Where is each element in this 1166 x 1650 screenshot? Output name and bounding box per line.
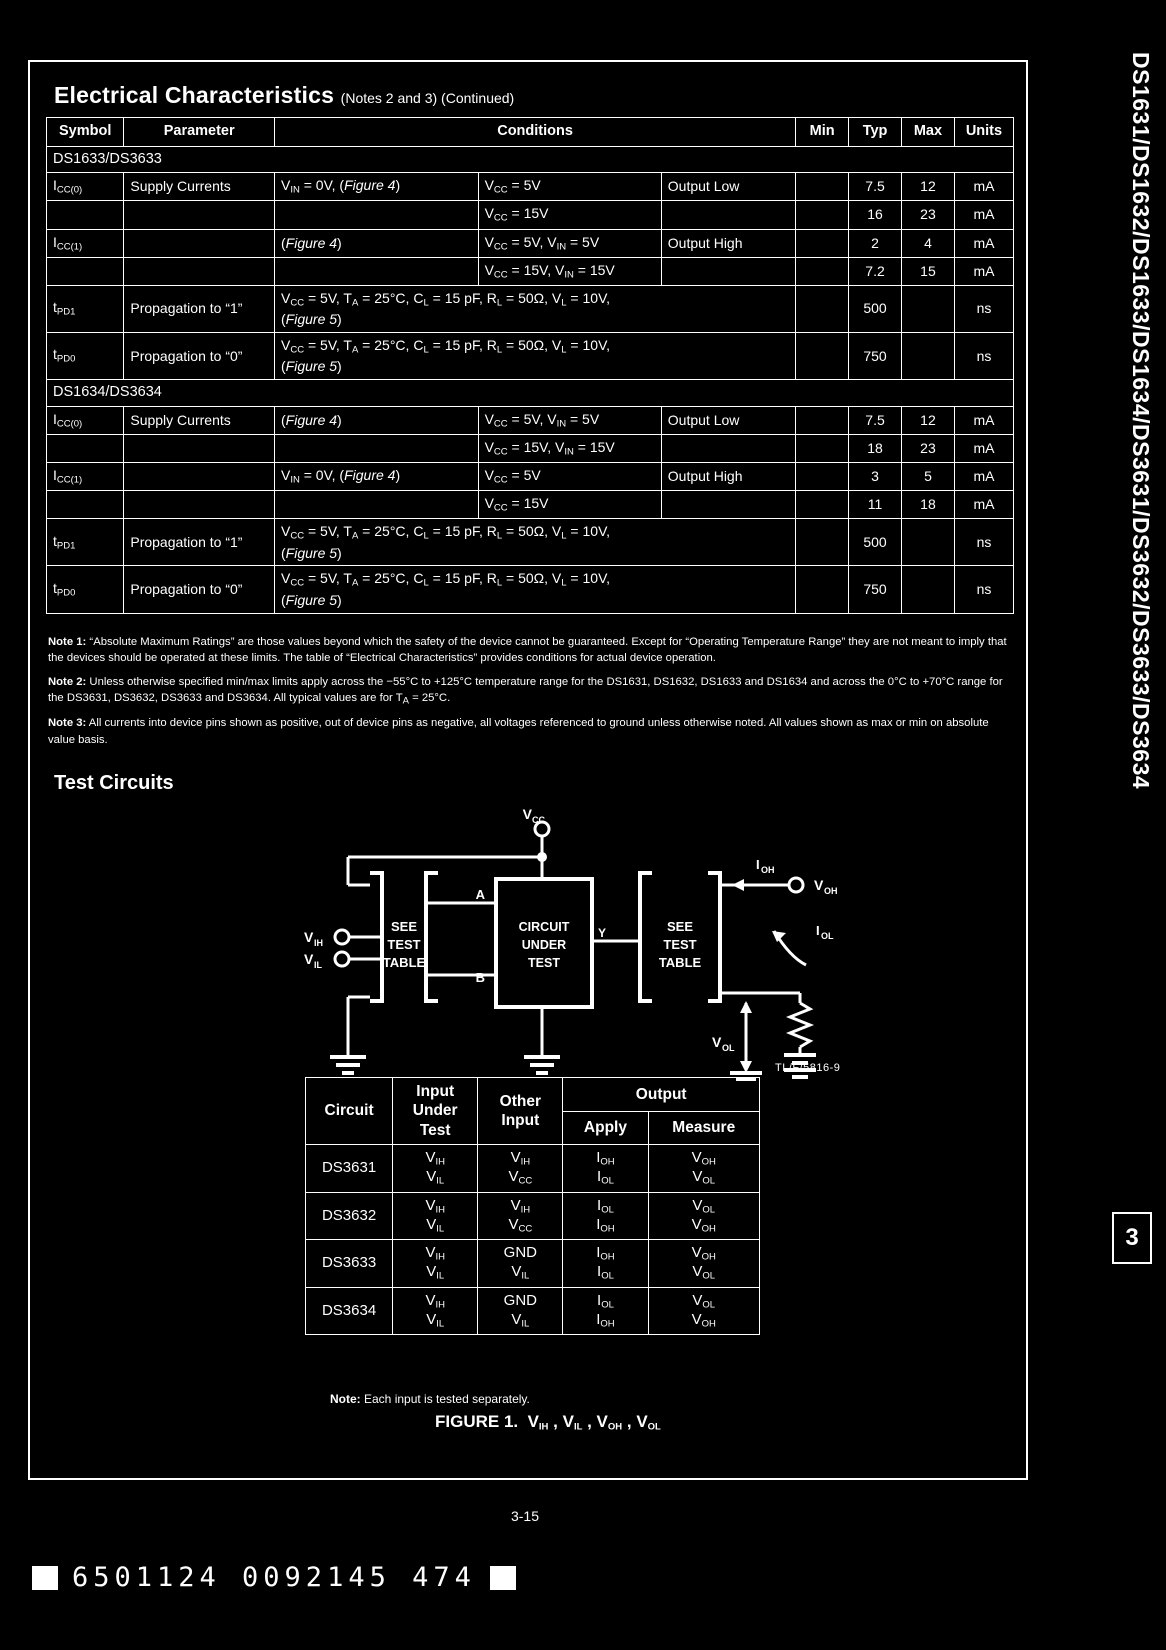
cell-conditions: $V_{CC} = 5V$, $T_A = 25^\circ C$, $C_L = 15$ pF, $R_L = 50\Omega$, $V_L = 10V$, (Figure 5) xyxy=(275,566,796,613)
cell-typ: 2 xyxy=(849,229,902,257)
tt-value: $V_{OL}$ xyxy=(692,1168,716,1187)
table-row xyxy=(47,491,1014,519)
cell-max: 5 xyxy=(902,462,955,490)
cell-typ: 750 xyxy=(849,566,902,613)
cell-condition-1: $V_{IN} = 0V$, (Figure 4) xyxy=(275,173,479,201)
col-max: Max xyxy=(902,118,955,147)
cell-condition-2: $V_{CC} = 15V$ xyxy=(478,491,661,519)
cell-min xyxy=(796,434,849,462)
cell-max: 12 xyxy=(902,406,955,434)
cell-units: ns xyxy=(954,566,1013,613)
cell-max: 4 xyxy=(902,229,955,257)
cut-l1: CIRCUIT xyxy=(518,920,570,934)
voh-label: V xyxy=(814,877,824,893)
figure-caption: FIGURE 1. $V_{IH}$ , $V_{IL}$ , $V_{OH}$ , $V_{OL}$ xyxy=(435,1412,661,1433)
cell-parameter: Propagation to “1” xyxy=(124,285,275,332)
tt-cell-other-input xyxy=(478,1240,563,1288)
cell-max xyxy=(902,285,955,332)
left-box-l1: SEE xyxy=(390,919,418,934)
tt-col-input-under-test: Input Under Test xyxy=(393,1078,478,1145)
cell-parameter: Propagation to “0” xyxy=(124,566,275,613)
cell-condition-2: $V_{CC} = 5V$, $V_{IN} = 5V$ xyxy=(478,229,661,257)
cell-min xyxy=(796,285,849,332)
test-table-note-text: Each input is tested separately. xyxy=(360,1392,530,1406)
svg-text:OH: OH xyxy=(761,865,775,875)
note-text: All currents into device pins shown as positive, out of device pins as negative, all voltages referenced to ground unless otherwise noted. All values shown as max or min on absolute value basis. xyxy=(48,717,989,746)
col-typ: Typ xyxy=(849,118,902,147)
left-box-l2: TEST xyxy=(387,937,421,952)
tt-value: $I_{OL}$ xyxy=(597,1168,614,1187)
tt-cell-other-input xyxy=(478,1145,563,1193)
vol-label: V xyxy=(712,1034,722,1050)
test-table xyxy=(305,1077,760,1335)
table-row xyxy=(47,173,1014,201)
col-conditions: Conditions xyxy=(275,118,796,147)
table-row xyxy=(47,519,1014,566)
tt-value: $V_{IH}$ xyxy=(425,1196,445,1215)
tt-value: $V_{CC}$ xyxy=(508,1215,533,1235)
tt-value: $I_{OH}$ xyxy=(596,1215,615,1235)
tt-value: $V_{OL}$ xyxy=(692,1263,716,1282)
test-table-note-label: Note: xyxy=(330,1392,361,1406)
tt-cell-input-under-test xyxy=(393,1192,478,1240)
section-title-text: Electrical Characteristics xyxy=(54,82,335,108)
ioh-arrow-icon xyxy=(732,879,744,891)
cell-max xyxy=(902,566,955,613)
cell-units: mA xyxy=(954,462,1013,490)
tt-cell-circuit: DS3632 xyxy=(306,1192,393,1240)
cell-max: 12 xyxy=(902,173,955,201)
page-title xyxy=(54,82,514,109)
cell-typ: 500 xyxy=(849,519,902,566)
tt-cell-other-input xyxy=(478,1192,563,1240)
tt-value: $V_{OH}$ xyxy=(691,1244,716,1263)
note-label: Note 1: xyxy=(48,636,87,648)
cell-max: 23 xyxy=(902,201,955,229)
cell-typ: 7.5 xyxy=(849,173,902,201)
tt-cell-circuit: DS3633 xyxy=(306,1240,393,1288)
group-label: DS1633/DS3633 xyxy=(47,146,1014,173)
cell-symbol: $I_{CC(1)}$ xyxy=(47,229,124,257)
col-units: Units xyxy=(954,118,1013,147)
cell-condition-1 xyxy=(275,257,479,285)
table-group-row xyxy=(47,380,1014,407)
tt-value: $V_{IH}$ xyxy=(425,1149,445,1168)
tt-value: $I_{OH}$ xyxy=(596,1310,615,1330)
cell-typ: 7.5 xyxy=(849,406,902,434)
test-table-note xyxy=(330,1392,530,1406)
tt-cell-measure xyxy=(648,1145,759,1193)
right-box-l3: TABLE xyxy=(658,955,702,970)
cut-l3: TEST xyxy=(528,956,560,970)
cell-typ: 16 xyxy=(849,201,902,229)
left-bracket-right-icon xyxy=(426,873,438,1001)
cell-units: mA xyxy=(954,201,1013,229)
cell-min xyxy=(796,491,849,519)
group-label: DS1634/DS3634 xyxy=(47,380,1014,407)
ioh-label: I xyxy=(756,857,760,872)
cell-condition-2: $V_{CC} = 5V$, $V_{IN} = 5V$ xyxy=(478,406,661,434)
tt-cell-apply xyxy=(563,1145,648,1193)
cut-l2: UNDER xyxy=(521,938,567,952)
tt-value: $V_{OH}$ xyxy=(691,1215,716,1235)
tt-value: GND xyxy=(503,1291,537,1309)
cell-conditions: $V_{CC} = 5V$, $T_A = 25^\circ C$, $C_L = 15$ pF, $R_L = 50\Omega$, $V_L = 10V$, (Figure 5) xyxy=(275,285,796,332)
tt-value: $V_{OL}$ xyxy=(692,1291,716,1310)
note-label: Note 2: xyxy=(48,675,87,688)
iol-label: I xyxy=(816,923,820,938)
cell-typ: 3 xyxy=(849,462,902,490)
tt-cell-input-under-test xyxy=(393,1240,478,1288)
table-row xyxy=(47,462,1014,490)
cell-condition-1 xyxy=(275,201,479,229)
tt-value: $V_{IL}$ xyxy=(426,1310,445,1330)
pin-b-label: B xyxy=(475,970,485,985)
table-row xyxy=(47,257,1014,285)
table-row xyxy=(47,434,1014,462)
cell-parameter xyxy=(124,201,275,229)
cell-symbol xyxy=(47,201,124,229)
table-row xyxy=(47,406,1014,434)
cell-condition-2: $V_{CC} = 15V$, $V_{IN} = 15V$ xyxy=(478,434,661,462)
cell-typ: 18 xyxy=(849,434,902,462)
barcode-block-right-icon xyxy=(490,1566,516,1590)
tt-col-apply: Apply xyxy=(563,1111,648,1145)
tt-value: $V_{IH}$ xyxy=(425,1244,445,1263)
cell-units: mA xyxy=(954,229,1013,257)
cell-parameter: Propagation to “0” xyxy=(124,332,275,379)
cell-symbol: $t_{PD0}$ xyxy=(47,566,124,613)
pin-a-label: A xyxy=(475,887,485,902)
tt-col-circuit: Circuit xyxy=(306,1078,393,1145)
tt-cell-circuit: DS3634 xyxy=(306,1287,393,1335)
cell-typ: 11 xyxy=(849,491,902,519)
tt-cell-circuit: DS3631 xyxy=(306,1145,393,1193)
cell-symbol xyxy=(47,257,124,285)
cell-condition-2: $V_{CC} = 5V$ xyxy=(478,462,661,490)
test-table-row xyxy=(306,1287,760,1335)
note-text: “Absolute Maximum Ratings” are those values beyond which the safety of the device cannot be guaranteed. Except for “Operating Temperature Range” they are not meant to imply that the devices should be operated at these limits. The table of “Electrical Characteristics” provides conditions for actual device operation. xyxy=(48,636,1007,665)
barcode-block-left-icon xyxy=(32,1566,58,1590)
cell-units: ns xyxy=(954,285,1013,332)
cell-condition-3 xyxy=(661,201,795,229)
cell-max xyxy=(902,332,955,379)
note-label: Note 3: xyxy=(48,717,87,730)
cell-typ: 750 xyxy=(849,332,902,379)
cell-parameter: Supply Currents xyxy=(124,173,275,201)
right-box-l2: TEST xyxy=(663,937,697,952)
ground-symbol-left-icon xyxy=(330,1057,366,1073)
tt-value: $V_{OH}$ xyxy=(691,1149,716,1168)
svg-text:OL: OL xyxy=(821,931,834,941)
test-circuit-diagram xyxy=(280,807,900,1082)
note-text: Unless otherwise specified min/max limits apply across the −55°C to +125°C temperature range for the DS1631, DS1632, DS1633 and DS1634 and across the 0°C to +70°C range for the DS3631, DS3632, DS3633 and DS3634. All typical values are for $T_A = 25^\circ C$. xyxy=(48,675,1003,707)
cell-symbol xyxy=(47,434,124,462)
table-header-row xyxy=(47,118,1014,147)
tt-cell-measure xyxy=(648,1287,759,1335)
cell-condition-1: (Figure 4) xyxy=(275,406,479,434)
left-box-l3: TABLE xyxy=(382,955,426,970)
tt-value: $V_{IL}$ xyxy=(511,1310,530,1329)
cell-conditions: $V_{CC} = 5V$, $T_A = 25^\circ C$, $C_L = 15$ pF, $R_L = 50\Omega$, $V_L = 10V$, (Figure 5) xyxy=(275,332,796,379)
cell-min xyxy=(796,332,849,379)
cell-units: mA xyxy=(954,257,1013,285)
cell-units: ns xyxy=(954,332,1013,379)
svg-text:OL: OL xyxy=(722,1043,735,1053)
load-resistor-icon xyxy=(790,993,810,1055)
note-paragraph xyxy=(48,634,1010,667)
cell-condition-3: Output High xyxy=(661,462,795,490)
tt-value: $V_{IL}$ xyxy=(426,1168,445,1187)
notes-block xyxy=(48,634,1010,755)
cell-condition-1 xyxy=(275,491,479,519)
note-paragraph xyxy=(48,674,1010,709)
cell-min xyxy=(796,173,849,201)
page-number: 3-15 xyxy=(510,1508,540,1524)
cell-min xyxy=(796,257,849,285)
barcode xyxy=(32,1562,516,1593)
tt-value: $V_{IH}$ xyxy=(510,1196,531,1215)
cell-condition-3 xyxy=(661,491,795,519)
cell-conditions: $V_{CC} = 5V$, $T_A = 25^\circ C$, $C_L = 15$ pF, $R_L = 50\Omega$, $V_L = 10V$, (Figure 5) xyxy=(275,519,796,566)
tt-cell-input-under-test xyxy=(393,1145,478,1193)
vih-label: V xyxy=(304,929,314,945)
cell-min xyxy=(796,201,849,229)
test-table-row xyxy=(306,1145,760,1193)
cell-min xyxy=(796,229,849,257)
table-row xyxy=(47,285,1014,332)
cell-parameter xyxy=(124,229,275,257)
tt-cell-input-under-test xyxy=(393,1287,478,1335)
cell-units: mA xyxy=(954,491,1013,519)
cell-max: 23 xyxy=(902,434,955,462)
ground-symbol-center-icon xyxy=(524,1057,560,1073)
tt-value: $V_{CC}$ xyxy=(508,1168,533,1187)
tt-value: $I_{OL}$ xyxy=(597,1291,614,1310)
cell-min xyxy=(796,519,849,566)
tt-col-measure: Measure xyxy=(648,1111,759,1145)
cell-condition-2: $V_{CC} = 15V$, $V_{IN} = 15V$ xyxy=(478,257,661,285)
test-table-header-row-1 xyxy=(306,1078,760,1112)
figure-id-label: TL/F/5816-9 xyxy=(775,1062,841,1074)
cell-min xyxy=(796,566,849,613)
right-box-l1: SEE xyxy=(666,919,694,934)
cell-units: mA xyxy=(954,434,1013,462)
cell-condition-2: $V_{CC} = 15V$ xyxy=(478,201,661,229)
cell-parameter xyxy=(124,462,275,490)
table-row xyxy=(47,566,1014,613)
cell-condition-1: (Figure 4) xyxy=(275,229,479,257)
cell-condition-3: Output High xyxy=(661,229,795,257)
test-circuits-heading: Test Circuits xyxy=(54,772,174,794)
cell-condition-2: $V_{CC} = 5V$ xyxy=(478,173,661,201)
tt-cell-measure xyxy=(648,1192,759,1240)
cell-max: 18 xyxy=(902,491,955,519)
electrical-characteristics-table xyxy=(46,117,1014,614)
vil-terminal-icon xyxy=(335,952,349,966)
tt-value: $V_{IH}$ xyxy=(510,1149,531,1168)
col-symbol: Symbol xyxy=(47,118,124,147)
test-table-row xyxy=(306,1240,760,1288)
tt-value: $I_{OH}$ xyxy=(596,1244,615,1263)
tt-value: $I_{OL}$ xyxy=(597,1263,614,1282)
svg-text:IH: IH xyxy=(314,938,323,948)
table-row xyxy=(47,229,1014,257)
cell-symbol xyxy=(47,491,124,519)
cell-condition-1 xyxy=(275,434,479,462)
cell-condition-1: $V_{IN} = 0V$, (Figure 4) xyxy=(275,462,479,490)
tt-col-other-input: Other Input xyxy=(478,1078,563,1145)
test-table-row xyxy=(306,1192,760,1240)
tt-value: $V_{OL}$ xyxy=(692,1196,716,1215)
cell-condition-3: Output Low xyxy=(661,406,795,434)
tt-cell-apply xyxy=(563,1240,648,1288)
cell-parameter xyxy=(124,257,275,285)
cell-units: mA xyxy=(954,406,1013,434)
tt-col-output: Output xyxy=(563,1078,760,1112)
cell-symbol: $t_{PD0}$ xyxy=(47,332,124,379)
cell-min xyxy=(796,462,849,490)
tt-value: $V_{IL}$ xyxy=(426,1263,445,1282)
vertical-running-title: DS1631/DS1632/DS1633/DS1634/DS3631/DS3632/DS3633/DS3634 xyxy=(1128,52,1154,790)
cell-parameter: Propagation to “1” xyxy=(124,519,275,566)
barcode-digits: 6501124 0092145 474 xyxy=(72,1562,476,1593)
cell-parameter xyxy=(124,491,275,519)
col-min: Min xyxy=(796,118,849,147)
table-row xyxy=(47,201,1014,229)
cell-max xyxy=(902,519,955,566)
cell-typ: 500 xyxy=(849,285,902,332)
cell-parameter: Supply Currents xyxy=(124,406,275,434)
cell-symbol: $I_{CC(0)}$ xyxy=(47,406,124,434)
vcc-label: V xyxy=(522,807,532,822)
svg-text:OH: OH xyxy=(824,886,838,896)
note-paragraph xyxy=(48,715,1010,748)
vcc-sub: CC xyxy=(532,815,545,825)
tt-value: GND xyxy=(503,1244,537,1262)
tt-cell-apply xyxy=(563,1287,648,1335)
tt-value: $I_{OH}$ xyxy=(596,1149,615,1168)
table-row xyxy=(47,332,1014,379)
vih-terminal-icon xyxy=(335,930,349,944)
cell-min xyxy=(796,406,849,434)
tt-value: $V_{IL}$ xyxy=(426,1215,445,1235)
svg-text:IL: IL xyxy=(314,960,322,970)
cell-units: ns xyxy=(954,519,1013,566)
tt-cell-measure xyxy=(648,1240,759,1288)
tt-cell-apply xyxy=(563,1192,648,1240)
cell-symbol: $I_{CC(1)}$ xyxy=(47,462,124,490)
tt-value: $I_{OL}$ xyxy=(597,1196,614,1215)
cell-symbol: $t_{PD1}$ xyxy=(47,519,124,566)
tt-value: $V_{OH}$ xyxy=(691,1310,716,1330)
table-group-row xyxy=(47,146,1014,173)
content-frame xyxy=(28,60,1028,1480)
tt-value: $V_{IH}$ xyxy=(425,1291,445,1310)
cell-symbol: $I_{CC(0)}$ xyxy=(47,173,124,201)
cell-typ: 7.2 xyxy=(849,257,902,285)
cell-symbol: $t_{PD1}$ xyxy=(47,285,124,332)
chapter-tab-marker: 3 xyxy=(1112,1212,1152,1264)
tt-cell-other-input xyxy=(478,1287,563,1335)
pin-y-label: Y xyxy=(597,926,607,940)
col-parameter: Parameter xyxy=(124,118,275,147)
cell-max: 15 xyxy=(902,257,955,285)
right-bracket-right-icon xyxy=(708,873,720,1001)
vil-label: V xyxy=(304,951,314,967)
right-bracket-left-icon xyxy=(640,873,652,1001)
tt-value: $V_{IL}$ xyxy=(511,1263,530,1282)
vol-arrow-up-icon xyxy=(740,1001,752,1013)
voh-terminal-icon xyxy=(789,878,803,892)
cell-units: mA xyxy=(954,173,1013,201)
cell-condition-3: Output Low xyxy=(661,173,795,201)
cell-condition-3 xyxy=(661,434,795,462)
section-subtitle-text: (Notes 2 and 3) (Continued) xyxy=(340,90,515,106)
cell-condition-3 xyxy=(661,257,795,285)
cell-parameter xyxy=(124,434,275,462)
